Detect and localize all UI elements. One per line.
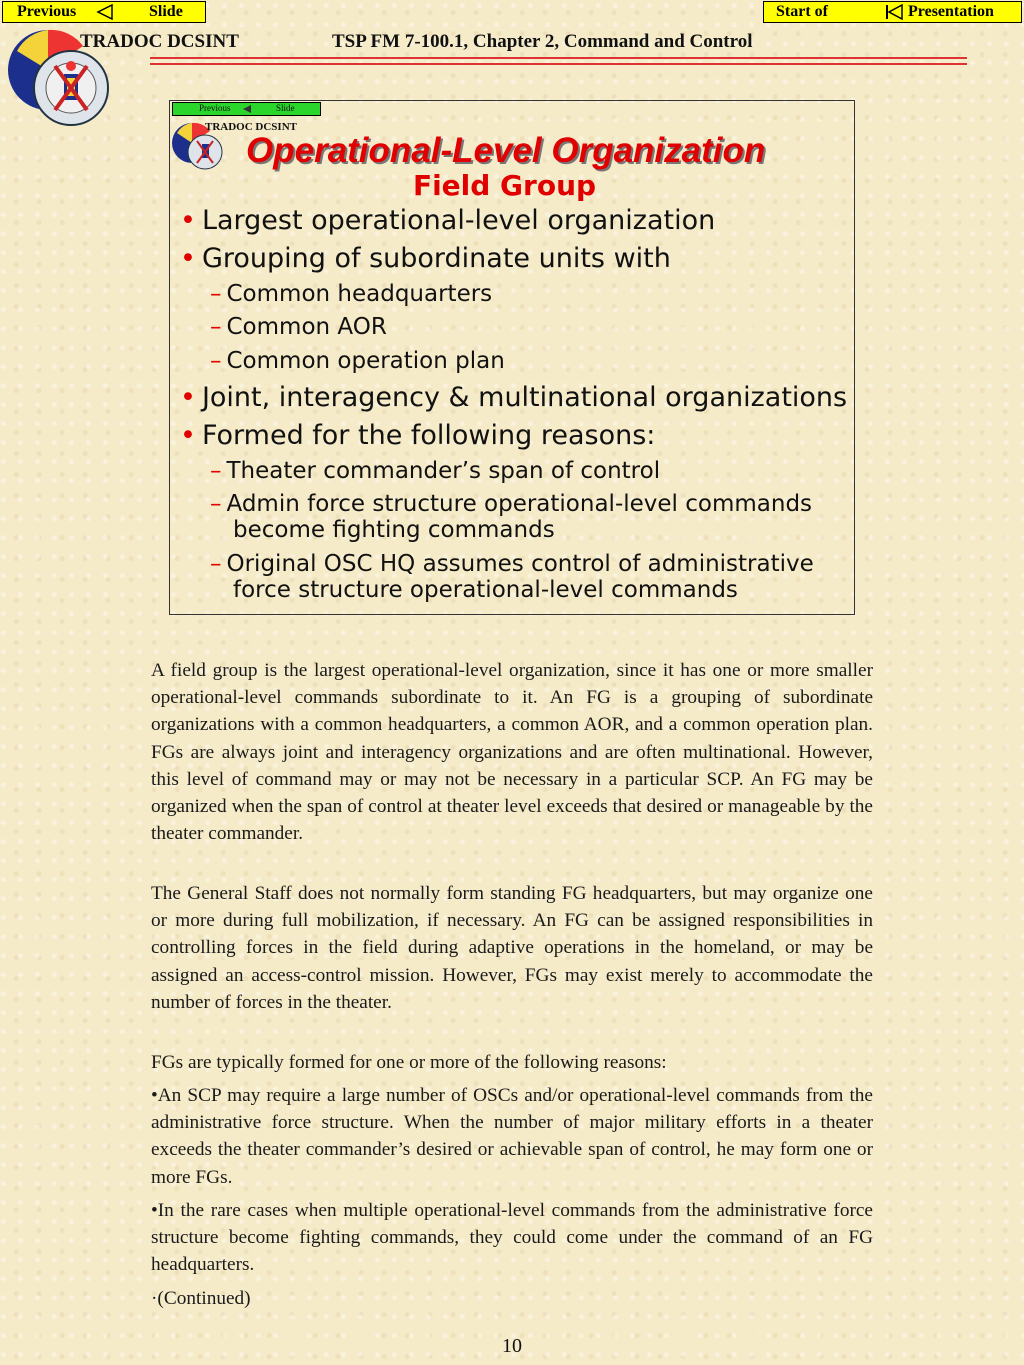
slide-sub-bullet bbox=[210, 281, 492, 307]
skip-to-start-icon[interactable] bbox=[884, 4, 904, 20]
nav-bar-right bbox=[763, 1, 1022, 23]
bullet-text: Grouping of subordinate units with bbox=[201, 243, 671, 274]
body-paragraph: A field group is the largest operational-level organization, since it has one or more smaller operational-level commands subordinate to it. An FG is a grouping of subordinate organizations with a common headquarters, a common AOR, and a common operation plan. FGs are always joint and interagency organizations and are often multinational. However, this level of command may or may not be necessary in a particular SCP. An FG may be organized when the span of control at theater level exceeds that desired or manageable by the theater commander. bbox=[151, 660, 873, 845]
left-triangle-icon[interactable] bbox=[96, 4, 114, 20]
dash-mark: – bbox=[210, 551, 222, 577]
slide-bullet bbox=[180, 382, 847, 413]
body-paragraph: FGs are typically formed for one or more of the following reasons: bbox=[151, 1052, 667, 1073]
slide-bullet bbox=[180, 420, 655, 451]
sub-bullet-text: Original OSC HQ assumes control of administrative bbox=[226, 551, 814, 577]
slide-sub-bullet bbox=[210, 348, 505, 374]
header-org: TRADOC DCSINT bbox=[80, 31, 239, 52]
sub-bullet-text: Common headquarters bbox=[226, 281, 493, 307]
sub-bullet-text: Theater commander’s span of control bbox=[226, 458, 661, 484]
bullet-mark: • bbox=[180, 420, 196, 451]
bullet-text: Formed for the following reasons: bbox=[201, 420, 656, 451]
slide-button[interactable]: Slide bbox=[149, 3, 183, 20]
presentation-button[interactable]: Presentation bbox=[908, 3, 994, 20]
bullet-mark: • bbox=[180, 205, 196, 236]
sub-bullet-text: Admin force structure operational-level commands bbox=[226, 491, 813, 517]
nav-bar-left bbox=[2, 1, 206, 23]
dash-mark: – bbox=[210, 314, 222, 340]
bullet-text: Joint, interagency & multinational organizations bbox=[201, 382, 848, 413]
sub-bullet-continuation: become fighting commands bbox=[233, 517, 555, 543]
slide-mini-nav bbox=[172, 102, 321, 116]
header-rule bbox=[150, 63, 967, 65]
sub-bullet-continuation: force structure operational-level commands bbox=[233, 577, 738, 603]
dash-mark: – bbox=[210, 348, 222, 374]
slide-sub-bullet bbox=[210, 551, 814, 604]
slide-header-org: TRADOC DCSINT bbox=[205, 121, 297, 133]
start-of-button[interactable]: Start of bbox=[776, 3, 828, 20]
body-paragraph: •In the rare cases when multiple operational-level commands from the administrative force structure become fighting commands, they could come under the command of an FG headquarters. bbox=[151, 1200, 873, 1276]
slide-subtitle: Field Group bbox=[412, 169, 597, 202]
document-title: TSP FM 7-100.1, Chapter 2, Command and Control bbox=[332, 31, 753, 52]
slide-sub-bullet bbox=[210, 491, 812, 544]
bullet-mark: • bbox=[180, 243, 196, 274]
body-paragraph: The General Staff does not normally form standing FG headquarters, but may organize one or more during full mobilization, if necessary. An FG can be assigned responsibilities in controlling forces in the field during adaptive operations in the homeland, or may be assigned an access-control mission. However, FGs may exist merely to accommodate the number of forces in the theater. bbox=[151, 883, 873, 1013]
left-triangle-icon bbox=[242, 104, 252, 114]
bullet-text: Largest operational-level organization bbox=[201, 205, 716, 236]
body-paragraph: •An SCP may require a large number of OSCs and/or operational-level commands from the administrative force structure. When the number of major military efforts in a theater exceeds the theater commander’s desired or achievable span of control, he may form one or more FGs. bbox=[151, 1085, 873, 1188]
dash-mark: – bbox=[210, 281, 222, 307]
slide-slide-label: Slide bbox=[276, 103, 295, 113]
dash-mark: – bbox=[210, 491, 222, 517]
sub-bullet-text: Common operation plan bbox=[226, 348, 505, 374]
slide-sub-bullet bbox=[210, 314, 387, 340]
header-rule bbox=[150, 57, 967, 59]
page-number: 10 bbox=[502, 1335, 522, 1357]
slide-previous-label: Previous bbox=[199, 103, 231, 113]
previous-button[interactable]: Previous bbox=[17, 3, 77, 20]
bullet-mark: • bbox=[180, 382, 196, 413]
slide-frame bbox=[169, 100, 855, 615]
sub-bullet-text: Common AOR bbox=[226, 314, 387, 340]
dash-mark: – bbox=[210, 458, 222, 484]
body-paragraph: ·(Continued) bbox=[151, 1288, 251, 1309]
slide-bullet bbox=[180, 243, 671, 274]
slide-bullet bbox=[180, 205, 715, 236]
slide-title: Operational-Level Organization bbox=[246, 131, 766, 170]
slide-sub-bullet bbox=[210, 458, 660, 484]
